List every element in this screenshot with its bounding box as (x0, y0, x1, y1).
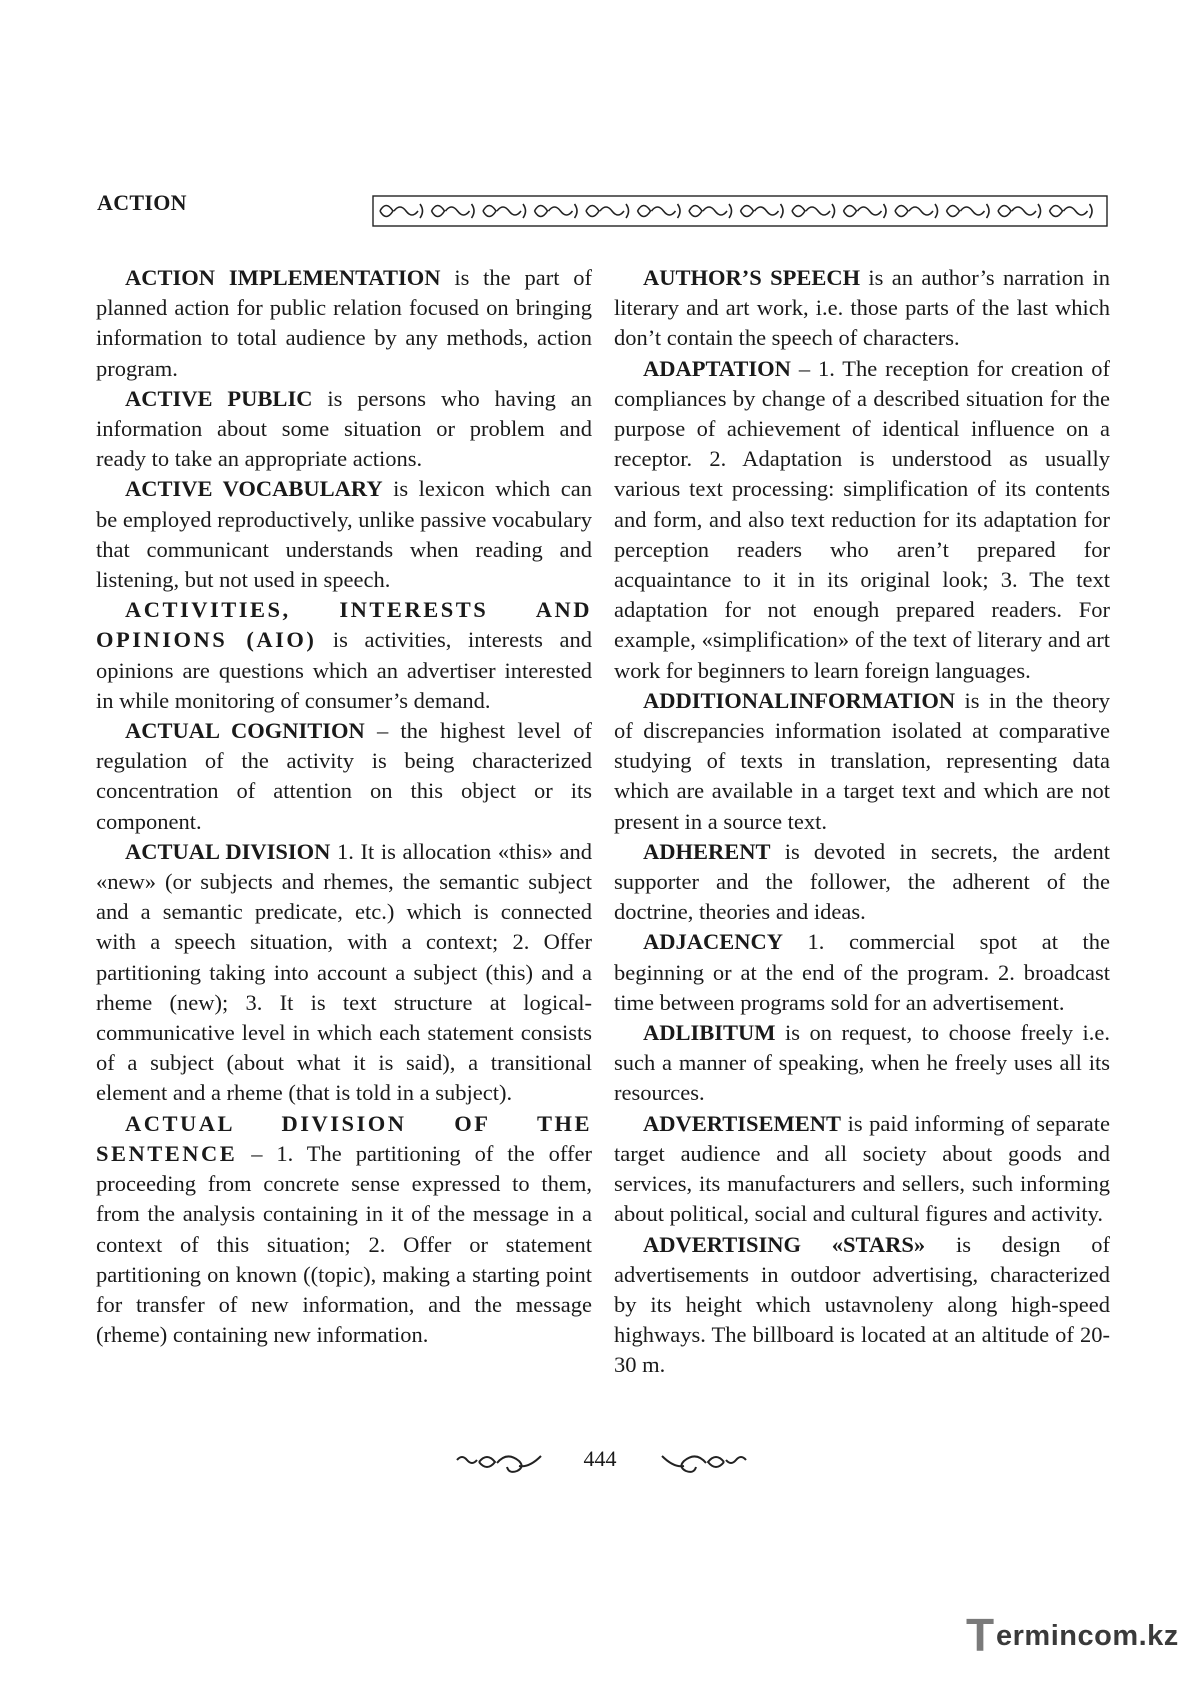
watermark-text: ermincom.kz (996, 1620, 1179, 1652)
dictionary-entry (96, 384, 592, 475)
entry-definition: is persons who having an information about some situation or problem and ready to take an appropriate actions. (96, 385, 592, 472)
entry-term: ADVERTISEMENT (643, 1110, 841, 1136)
entry-definition: 1. It is allocation «this» and «new» (or subjects and rhemes, the semantic subject and a semantic predicate, etc.) which is connected with a speech situation, with a context; 2. Offer partitioning taking into account a subject (this) and a rheme (new); 3. It is text structure at logical-communicative level in which each statement consists of a subject (about what it is said), a transitional element and a rheme (that is told in a subject). (96, 838, 592, 1106)
entry-term: ACTUAL DIVISION OF THE SENTENCE (96, 1110, 592, 1166)
entry-term: ADJACENCY (643, 929, 783, 955)
dictionary-entry (96, 716, 592, 837)
dictionary-entry (96, 263, 592, 384)
entry-definition: is paid informing of separate target audience and all society about goods and services, its manufacturers and sellers, such informing about political, social and cultural figures and activity. (614, 1110, 1110, 1227)
watermark-initial: T (966, 1609, 995, 1661)
entry-term: ADLIBITUM (643, 1020, 776, 1046)
entry-term: ACTUAL DIVISION (125, 838, 331, 864)
entry-term: ACTIVITIES, INTERESTS AND OPINIONS (AIO) (96, 597, 592, 653)
entry-definition: is in the theory of discrepancies information isolated at comparative studying of texts in translation, representing data which are available in a target text and which are not present in a source text. (614, 687, 1110, 834)
entry-definition: is devoted in secrets, the ardent supporter and the follower, the adherent of the doctrine, theories and ideas. (614, 838, 1110, 925)
entry-term: ADDITIONALINFORMATION (643, 687, 956, 713)
dictionary-entry (614, 354, 1110, 686)
dictionary-entry (96, 474, 592, 595)
dictionary-entry (614, 1230, 1110, 1381)
entry-definition: is on request, to choose freely i.e. such a manner of speaking, when he freely uses all its resources. (614, 1020, 1110, 1106)
dictionary-entry (614, 263, 1110, 354)
entry-term: ADHERENT (643, 838, 771, 864)
dictionary-entry (96, 595, 592, 716)
dictionary-entry (614, 686, 1110, 837)
entry-term: ACTIVE PUBLIC (125, 385, 313, 411)
entry-term: ACTUAL COGNITION (125, 718, 365, 744)
footer-ornament-left (453, 1448, 545, 1478)
termincom-watermark-logo (966, 1609, 1179, 1661)
dictionary-entry (614, 1018, 1110, 1109)
left-column (96, 263, 592, 1350)
entry-definition: is lexicon which can be employed reproductively, unlike passive vocabulary that communicant understands when reading and listening, but not used in speech. (96, 476, 592, 593)
page-number: 444 (583, 1446, 617, 1471)
entry-definition: is the part of planned action for public relation focused on bringing information to total audience by any methods, action program. (96, 265, 593, 381)
entry-definition: is activities, interests and opinions are questions which an advertiser interested in while monitoring of consumer’s demand. (96, 627, 592, 713)
right-column (614, 263, 1110, 1381)
entry-term: ACTIVE VOCABULARY (125, 476, 383, 502)
entry-definition: – 1. The reception for creation of compliances by change of a described situation for the purpose of achievement of identical influence on a receptor. 2. Adaptation is understood as usually various text processing: simplification of its contents and form, and also text reduction for its adaptation for perception readers who aren’t prepared for acquaintance to it in its original look; 3. The text adaptation for not enough prepared readers. For example, «simplification» of the text of literary and art work for beginners to learn foreign languages. (614, 355, 1110, 683)
entry-term: ADAPTATION (643, 355, 791, 381)
entry-definition: is design of advertisements in outdoor advertising, characterized by its height which ustavnoleny along high-speed highways. The billboard is located at an altitude of 20-30 m. (614, 1231, 1111, 1378)
dictionary-entry (614, 927, 1110, 1018)
entry-definition: 1. commercial spot at the beginning or at the end of the program. 2. broadcast time between programs sold for an advertisement. (614, 929, 1110, 1015)
dictionary-entry (96, 1109, 592, 1351)
section-header-word: ACTION (97, 190, 187, 215)
header-ornament-band (372, 194, 1108, 228)
entry-term: AUTHOR’S SPEECH (643, 265, 861, 290)
dictionary-entry (96, 837, 592, 1109)
entry-term: ADVERTISING «STARS» (643, 1231, 926, 1257)
entry-definition: is an author’s narration in literary and art work, i.e. those parts of the last which don’t contain the speech of characters. (614, 265, 1110, 351)
entry-definition: – 1. The partitioning of the offer proceeding from concrete sense expressed to them, from the analysis containing in it of the message in a context of this situation; 2. Offer or statement partitioning on known ((topic), making a starting point for transfer of new information, and the message (rheme) containing new information. (96, 1140, 592, 1348)
dictionary-entry (614, 1109, 1110, 1230)
footer-ornament-right (658, 1448, 750, 1478)
entry-definition: – the highest level of regulation of the activity is being characterized concentration of attention on this object or its component. (96, 718, 592, 834)
entry-term: ACTION IMPLEMENTATION (125, 265, 441, 290)
dictionary-entry (614, 837, 1110, 928)
